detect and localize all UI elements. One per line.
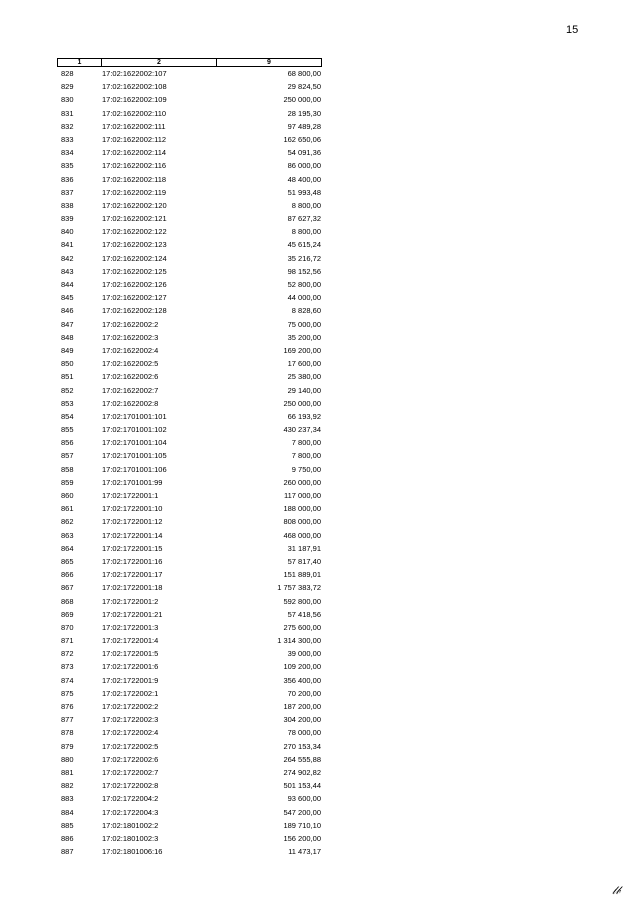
- cadastral-number-cell: 17:02:1722002:8: [102, 781, 159, 791]
- cadastral-number-cell: 17:02:1622002:125: [102, 266, 167, 276]
- value-cell: 8 800,00: [291, 227, 321, 237]
- table-row: [57, 199, 322, 212]
- table-row: [57, 278, 322, 291]
- table-row: [57, 463, 322, 476]
- row-number-cell: 886: [61, 833, 74, 843]
- value-cell: 29 140,00: [287, 385, 321, 395]
- table-row: [57, 687, 322, 700]
- row-number-cell: 874: [61, 675, 74, 685]
- table-row: [57, 93, 322, 106]
- cadastral-number-cell: 17:02:1622002:126: [102, 280, 167, 289]
- cadastral-number-cell: 17:02:1722002:4: [102, 728, 159, 738]
- table-row: [57, 529, 322, 542]
- cadastral-number-cell: 17:02:1622002:123: [102, 240, 167, 250]
- table-row: [57, 476, 322, 489]
- table-row: [57, 489, 322, 502]
- table-row: [57, 107, 322, 120]
- value-cell: 109 200,00: [283, 662, 321, 672]
- cadastral-number-cell: 17:02:1722002:2: [102, 702, 159, 711]
- cadastral-number-cell: 17:02:1622002:124: [102, 253, 167, 263]
- table-row: [57, 806, 322, 819]
- row-number-cell: 885: [61, 820, 74, 830]
- table-row: [57, 555, 322, 568]
- table-row: [57, 80, 322, 93]
- cadastral-number-cell: 17:02:1722002:3: [102, 715, 159, 725]
- row-number-cell: 846: [61, 306, 74, 316]
- row-number-cell: 867: [61, 583, 74, 593]
- value-cell: 70 200,00: [287, 688, 321, 698]
- value-cell: 151 889,01: [283, 570, 321, 580]
- cadastral-number-cell: 17:02:1722001:18: [102, 583, 163, 593]
- value-cell: 9 750,00: [291, 464, 321, 474]
- value-cell: 75 000,00: [287, 319, 321, 329]
- value-cell: 93 600,00: [287, 794, 321, 804]
- table-row: [57, 515, 322, 528]
- row-number-cell: 865: [61, 556, 74, 566]
- table-row: [57, 397, 322, 410]
- table-row: [57, 225, 322, 238]
- table-row: [57, 449, 322, 462]
- cadastral-number-cell: 17:02:1622002:122: [102, 227, 167, 237]
- value-cell: 156 200,00: [283, 833, 321, 843]
- row-number-cell: 832: [61, 121, 74, 131]
- table-row: [57, 766, 322, 779]
- cadastral-number-cell: 17:02:1622002:107: [102, 69, 167, 78]
- row-number-cell: 845: [61, 293, 74, 303]
- row-number-cell: 842: [61, 253, 74, 263]
- table-row: [57, 159, 322, 172]
- row-number-cell: 839: [61, 214, 74, 224]
- cadastral-number-cell: 17:02:1622002:119: [102, 187, 167, 197]
- data-table: [57, 58, 322, 858]
- value-cell: 8 828,60: [291, 306, 321, 316]
- cadastral-number-cell: 17:02:1701001:102: [102, 425, 167, 435]
- table-row: [57, 608, 322, 621]
- cadastral-number-cell: 17:02:1622002:114: [102, 148, 167, 158]
- row-number-cell: 841: [61, 240, 74, 250]
- table-header: [57, 58, 322, 67]
- table-row: [57, 370, 322, 383]
- column-header-1: 1: [58, 59, 102, 66]
- row-number-cell: 844: [61, 280, 74, 289]
- row-number-cell: 879: [61, 741, 74, 751]
- table-row: [57, 252, 322, 265]
- table-row: [57, 568, 322, 581]
- value-cell: 270 153,34: [283, 741, 321, 751]
- row-number-cell: 836: [61, 174, 74, 184]
- table-row: [57, 621, 322, 634]
- value-cell: 260 000,00: [283, 477, 321, 487]
- cadastral-number-cell: 17:02:1722001:9: [102, 675, 159, 685]
- value-cell: 8 800,00: [291, 200, 321, 210]
- table-row: [57, 779, 322, 792]
- cadastral-number-cell: 17:02:1622002:8: [102, 398, 159, 408]
- row-number-cell: 875: [61, 688, 74, 698]
- cadastral-number-cell: 17:02:1722001:15: [102, 543, 163, 553]
- table-row: [57, 832, 322, 845]
- row-number-cell: 862: [61, 517, 74, 527]
- cadastral-number-cell: 17:02:1622002:4: [102, 345, 159, 355]
- value-cell: 7 800,00: [291, 451, 321, 461]
- row-number-cell: 830: [61, 95, 74, 105]
- value-cell: 28 195,30: [287, 108, 321, 118]
- cadastral-number-cell: 17:02:1622002:3: [102, 332, 159, 342]
- value-cell: 169 200,00: [283, 345, 321, 355]
- table-body: [57, 67, 322, 858]
- value-cell: 11 473,17: [288, 847, 321, 857]
- cadastral-number-cell: 17:02:1722002:6: [102, 754, 159, 764]
- value-cell: 31 187,91: [287, 543, 321, 553]
- row-number-cell: 858: [61, 464, 74, 474]
- value-cell: 48 400,00: [287, 174, 321, 184]
- table-row: [57, 819, 322, 832]
- cadastral-number-cell: 17:02:1622002:116: [102, 161, 167, 171]
- cadastral-number-cell: 17:02:1622002:120: [102, 200, 167, 210]
- value-cell: 29 824,50: [287, 82, 321, 92]
- cadastral-number-cell: 17:02:1722002:7: [102, 767, 159, 777]
- page-number: 15: [566, 24, 579, 36]
- value-cell: 86 000,00: [287, 161, 321, 171]
- row-number-cell: 838: [61, 200, 74, 210]
- value-cell: 1 757 383,72: [277, 583, 321, 593]
- value-cell: 189 710,10: [283, 820, 321, 830]
- table-row: [57, 120, 322, 133]
- table-row: [57, 384, 322, 397]
- cadastral-number-cell: 17:02:1722001:16: [102, 556, 163, 566]
- cadastral-number-cell: 17:02:1622002:111: [102, 121, 166, 131]
- cadastral-number-cell: 17:02:1701001:101: [102, 411, 167, 421]
- row-number-cell: 859: [61, 477, 74, 487]
- table-row: [57, 173, 322, 186]
- value-cell: 264 555,88: [283, 754, 321, 764]
- value-cell: 54 091,36: [287, 148, 321, 158]
- table-row: [57, 660, 322, 673]
- value-cell: 66 193,92: [287, 411, 321, 421]
- table-row: [57, 634, 322, 647]
- row-number-cell: 861: [61, 504, 74, 514]
- row-number-cell: 882: [61, 781, 74, 791]
- cadastral-number-cell: 17:02:1722001:4: [102, 636, 159, 646]
- value-cell: 162 650,06: [283, 134, 321, 144]
- row-number-cell: 884: [61, 807, 74, 817]
- table-row: [57, 304, 322, 317]
- cadastral-number-cell: 17:02:1701001:106: [102, 464, 167, 474]
- value-cell: 547 200,00: [283, 807, 321, 817]
- value-cell: 25 380,00: [287, 372, 321, 382]
- row-number-cell: 840: [61, 227, 74, 237]
- value-cell: 68 800,00: [287, 69, 321, 78]
- row-number-cell: 828: [61, 69, 74, 78]
- column-header-2: 2: [102, 59, 217, 66]
- table-row: [57, 740, 322, 753]
- row-number-cell: 829: [61, 82, 74, 92]
- row-number-cell: 855: [61, 425, 74, 435]
- value-cell: 250 000,00: [283, 398, 321, 408]
- cadastral-number-cell: 17:02:1622002:118: [102, 174, 167, 184]
- table-row: [57, 318, 322, 331]
- value-cell: 274 902,82: [283, 767, 321, 777]
- table-row: [57, 753, 322, 766]
- cadastral-number-cell: 17:02:1622002:5: [102, 359, 159, 369]
- row-number-cell: 854: [61, 411, 74, 421]
- value-cell: 35 200,00: [287, 332, 321, 342]
- row-number-cell: 847: [61, 319, 74, 329]
- cadastral-number-cell: 17:02:1722001:21: [102, 609, 163, 619]
- table-row: [57, 502, 322, 515]
- value-cell: 501 153,44: [283, 781, 321, 791]
- value-cell: 188 000,00: [283, 504, 321, 514]
- table-row: [57, 357, 322, 370]
- value-cell: 250 000,00: [283, 95, 321, 105]
- row-number-cell: 851: [61, 372, 74, 382]
- cadastral-number-cell: 17:02:1622002:128: [102, 306, 167, 316]
- row-number-cell: 876: [61, 702, 74, 711]
- cadastral-number-cell: 17:02:1622002:110: [102, 108, 167, 118]
- row-number-cell: 831: [61, 108, 74, 118]
- value-cell: 117 000,00: [284, 491, 321, 500]
- table-row: [57, 542, 322, 555]
- row-number-cell: 849: [61, 345, 74, 355]
- table-row: [57, 331, 322, 344]
- value-cell: 468 000,00: [283, 530, 321, 540]
- cadastral-number-cell: 17:02:1622002:109: [102, 95, 167, 105]
- row-number-cell: 883: [61, 794, 74, 804]
- value-cell: 52 800,00: [287, 280, 321, 289]
- row-number-cell: 873: [61, 662, 74, 672]
- column-header-9: 9: [267, 59, 271, 66]
- row-number-cell: 833: [61, 134, 74, 144]
- table-row: [57, 595, 322, 608]
- value-cell: 7 800,00: [291, 438, 321, 448]
- cadastral-number-cell: 17:02:1722001:3: [102, 622, 159, 632]
- cadastral-number-cell: 17:02:1801002:3: [102, 833, 159, 843]
- value-cell: 97 489,28: [287, 121, 321, 131]
- value-cell: 78 000,00: [287, 728, 321, 738]
- row-number-cell: 863: [61, 530, 74, 540]
- value-cell: 1 314 300,00: [277, 636, 321, 646]
- row-number-cell: 869: [61, 609, 74, 619]
- value-cell: 592 800,00: [283, 596, 321, 606]
- row-number-cell: 853: [61, 398, 74, 408]
- row-number-cell: 850: [61, 359, 74, 369]
- value-cell: 57 418,56: [287, 609, 321, 619]
- row-number-cell: 834: [61, 148, 74, 158]
- cadastral-number-cell: 17:02:1622002:127: [102, 293, 167, 303]
- row-number-cell: 870: [61, 622, 74, 632]
- value-cell: 304 200,00: [283, 715, 321, 725]
- table-row: [57, 674, 322, 687]
- row-number-cell: 881: [61, 767, 74, 777]
- table-row: [57, 344, 322, 357]
- row-number-cell: 878: [61, 728, 74, 738]
- value-cell: 39 000,00: [287, 649, 321, 659]
- table-row: [57, 265, 322, 278]
- cadastral-number-cell: 17:02:1722004:3: [102, 807, 159, 817]
- cadastral-number-cell: 17:02:1722001:2: [102, 596, 159, 606]
- value-cell: 98 152,56: [287, 266, 321, 276]
- table-row: [57, 647, 322, 660]
- value-cell: 45 615,24: [287, 240, 321, 250]
- value-cell: 17 600,00: [287, 359, 321, 369]
- row-number-cell: 887: [61, 847, 74, 857]
- cadastral-number-cell: 17:02:1722004:2: [102, 794, 159, 804]
- cadastral-number-cell: 17:02:1622002:6: [102, 372, 159, 382]
- cadastral-number-cell: 17:02:1622002:2: [102, 319, 159, 329]
- row-number-cell: 864: [61, 543, 74, 553]
- cadastral-number-cell: 17:02:1701001:99: [102, 477, 163, 487]
- table-row: [57, 726, 322, 739]
- row-number-cell: 856: [61, 438, 74, 448]
- cadastral-number-cell: 17:02:1722001:1: [102, 491, 159, 500]
- value-cell: 356 400,00: [283, 675, 321, 685]
- cadastral-number-cell: 17:02:1722002:5: [102, 741, 159, 751]
- value-cell: 275 600,00: [283, 622, 321, 632]
- signature: 𝓁𝒷: [612, 884, 621, 897]
- row-number-cell: 835: [61, 161, 74, 171]
- table-row: [57, 792, 322, 805]
- cadastral-number-cell: 17:02:1622002:112: [102, 134, 167, 144]
- cadastral-number-cell: 17:02:1722001:12: [102, 517, 163, 527]
- cadastral-number-cell: 17:02:1722001:5: [102, 649, 159, 659]
- row-number-cell: 866: [61, 570, 74, 580]
- row-number-cell: 843: [61, 266, 74, 276]
- row-number-cell: 872: [61, 649, 74, 659]
- value-cell: 51 993,48: [287, 187, 321, 197]
- cadastral-number-cell: 17:02:1722002:1: [102, 688, 159, 698]
- value-cell: 57 817,40: [287, 556, 321, 566]
- table-row: [57, 212, 322, 225]
- cadastral-number-cell: 17:02:1622002:7: [102, 385, 159, 395]
- value-cell: 187 200,00: [283, 702, 321, 711]
- value-cell: 808 000,00: [283, 517, 321, 527]
- table-row: [57, 67, 322, 80]
- row-number-cell: 880: [61, 754, 74, 764]
- value-cell: 87 627,32: [287, 214, 321, 224]
- table-row: [57, 133, 322, 146]
- cadastral-number-cell: 17:02:1701001:105: [102, 451, 167, 461]
- table-row: [57, 186, 322, 199]
- table-row: [57, 410, 322, 423]
- table-row: [57, 581, 322, 594]
- row-number-cell: 871: [61, 636, 74, 646]
- table-row: [57, 713, 322, 726]
- value-cell: 44 000,00: [287, 293, 321, 303]
- row-number-cell: 837: [61, 187, 74, 197]
- cadastral-number-cell: 17:02:1722001:17: [102, 570, 163, 580]
- row-number-cell: 857: [61, 451, 74, 461]
- table-row: [57, 423, 322, 436]
- row-number-cell: 848: [61, 332, 74, 342]
- table-row: [57, 700, 322, 713]
- row-number-cell: 860: [61, 491, 74, 500]
- cadastral-number-cell: 17:02:1722001:14: [102, 530, 163, 540]
- row-number-cell: 877: [61, 715, 74, 725]
- value-cell: 35 216,72: [287, 253, 321, 263]
- row-number-cell: 868: [61, 596, 74, 606]
- cadastral-number-cell: 17:02:1801006:16: [102, 847, 163, 857]
- cadastral-number-cell: 17:02:1722001:6: [102, 662, 159, 672]
- table-row: [57, 291, 322, 304]
- cadastral-number-cell: 17:02:1622002:108: [102, 82, 167, 92]
- row-number-cell: 852: [61, 385, 74, 395]
- cadastral-number-cell: 17:02:1722001:10: [102, 504, 163, 514]
- cadastral-number-cell: 17:02:1801002:2: [102, 820, 159, 830]
- cadastral-number-cell: 17:02:1622002:121: [102, 214, 167, 224]
- table-row: [57, 436, 322, 449]
- cadastral-number-cell: 17:02:1701001:104: [102, 438, 167, 448]
- table-row: [57, 845, 322, 858]
- table-row: [57, 146, 322, 159]
- table-row: [57, 238, 322, 251]
- value-cell: 430 237,34: [283, 425, 321, 435]
